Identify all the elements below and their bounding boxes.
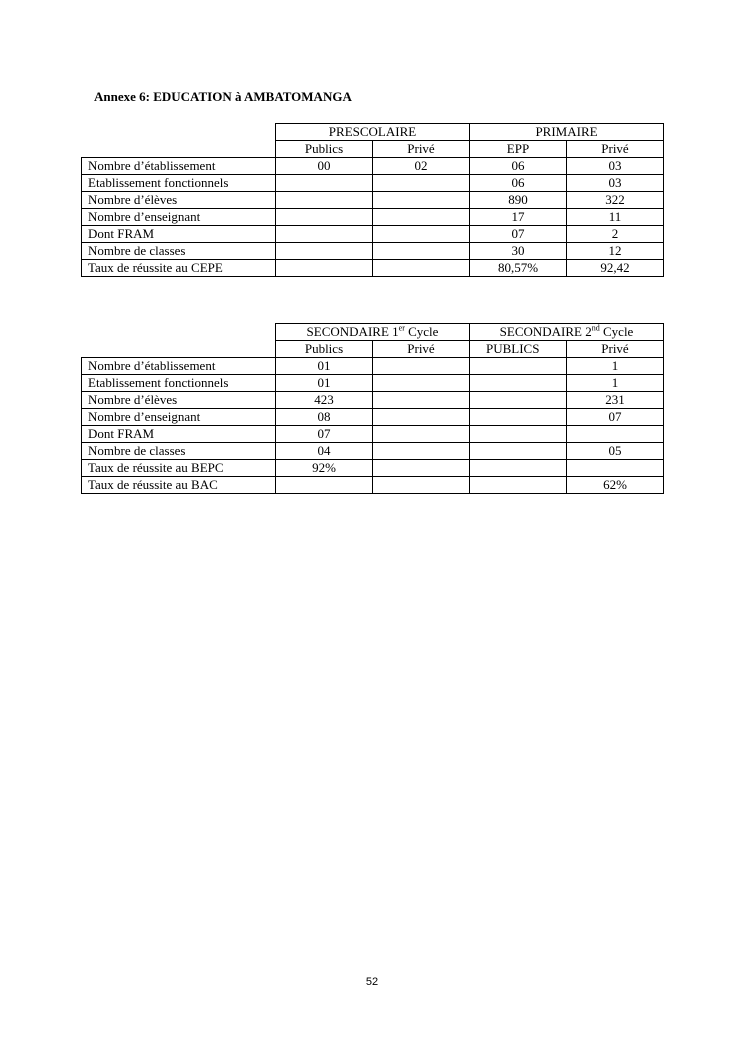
row-label: Taux de réussite au BAC	[82, 477, 276, 494]
table-cell: 04	[276, 443, 373, 460]
table-row	[82, 175, 664, 192]
group-header-secondaire-1er-cycle	[276, 324, 470, 341]
row-label: Nombre d’établissement	[82, 158, 276, 175]
table-cell	[373, 375, 470, 392]
row-label: Nombre d’enseignant	[82, 209, 276, 226]
table-cell: 08	[276, 409, 373, 426]
table-sub-header-row	[82, 141, 664, 158]
column-header: Publics	[276, 341, 373, 358]
table-cell	[470, 409, 567, 426]
table-cell: 07	[567, 409, 664, 426]
prescolaire-primaire-table	[81, 123, 664, 277]
table-cell	[373, 392, 470, 409]
table-cell: 01	[276, 358, 373, 375]
table-row	[82, 192, 664, 209]
row-label: Nombre d’enseignant	[82, 409, 276, 426]
table-cell	[373, 426, 470, 443]
table-cell	[373, 358, 470, 375]
table-cell	[470, 460, 567, 477]
row-label: Nombre d’élèves	[82, 192, 276, 209]
table-row	[82, 375, 664, 392]
table-row	[82, 426, 664, 443]
column-header: PUBLICS	[470, 341, 567, 358]
table-cell	[470, 375, 567, 392]
table-cell: 1	[567, 375, 664, 392]
row-label: Nombre d’élèves	[82, 392, 276, 409]
group-header-text: SECONDAIRE 1	[306, 324, 399, 339]
table-cell	[373, 192, 470, 209]
table-cell: 62%	[567, 477, 664, 494]
row-label: Dont FRAM	[82, 426, 276, 443]
table-cell	[373, 477, 470, 494]
table-cell	[567, 460, 664, 477]
table-row	[82, 392, 664, 409]
table-cell: 1	[567, 358, 664, 375]
table-cell	[470, 443, 567, 460]
table-cell: 03	[567, 175, 664, 192]
table-cell: 92%	[276, 460, 373, 477]
table-cell	[567, 426, 664, 443]
table-cell	[373, 209, 470, 226]
table-cell	[276, 209, 373, 226]
empty-header-cell	[82, 324, 276, 341]
table-cell: 03	[567, 158, 664, 175]
table-cell	[373, 443, 470, 460]
page-number: 52	[365, 976, 379, 988]
group-header-primaire: PRIMAIRE	[470, 124, 664, 141]
page-title: Annexe 6: EDUCATION à AMBATOMANGA	[94, 89, 352, 104]
table-cell	[470, 358, 567, 375]
table-group-header-row	[82, 124, 664, 141]
table-cell	[276, 226, 373, 243]
table-row	[82, 209, 664, 226]
table-cell: 92,42	[567, 260, 664, 277]
table-cell: 12	[567, 243, 664, 260]
table-row	[82, 443, 664, 460]
empty-header-cell	[82, 124, 276, 141]
row-label: Etablissement fonctionnels	[82, 175, 276, 192]
row-label: Nombre de classes	[82, 243, 276, 260]
table-cell: 06	[470, 158, 567, 175]
table-cell	[470, 477, 567, 494]
table-cell: 00	[276, 158, 373, 175]
column-header: Privé	[567, 141, 664, 158]
empty-header-cell	[82, 341, 276, 358]
table-cell: 423	[276, 392, 373, 409]
table-cell: 07	[276, 426, 373, 443]
table-cell	[373, 243, 470, 260]
table-group-header-row	[82, 324, 664, 341]
row-label: Dont FRAM	[82, 226, 276, 243]
table-cell	[470, 426, 567, 443]
row-label: Taux de réussite au CEPE	[82, 260, 276, 277]
table-cell: 231	[567, 392, 664, 409]
table-cell	[276, 175, 373, 192]
row-label: Nombre d’établissement	[82, 358, 276, 375]
table-cell	[373, 175, 470, 192]
group-header-text: SECONDAIRE 2	[499, 324, 592, 339]
table-row	[82, 358, 664, 375]
table-row	[82, 260, 664, 277]
table-cell	[276, 477, 373, 494]
row-label: Nombre de classes	[82, 443, 276, 460]
column-header: EPP	[470, 141, 567, 158]
table-cell: 01	[276, 375, 373, 392]
table-cell	[470, 392, 567, 409]
table-cell: 2	[567, 226, 664, 243]
table-cell	[276, 260, 373, 277]
table-cell	[373, 260, 470, 277]
group-header-prescolaire: PRESCOLAIRE	[276, 124, 470, 141]
column-header: Privé	[567, 341, 664, 358]
table-row	[82, 477, 664, 494]
table-row	[82, 226, 664, 243]
table-cell: 322	[567, 192, 664, 209]
column-header: Privé	[373, 341, 470, 358]
table-cell	[373, 460, 470, 477]
table-cell	[373, 226, 470, 243]
table-cell: 07	[470, 226, 567, 243]
column-header: Publics	[276, 141, 373, 158]
table-cell: 30	[470, 243, 567, 260]
table-cell	[373, 409, 470, 426]
empty-header-cell	[82, 141, 276, 158]
table-cell	[276, 243, 373, 260]
row-label: Taux de réussite au BEPC	[82, 460, 276, 477]
table-cell	[276, 192, 373, 209]
table-cell: 17	[470, 209, 567, 226]
table-row	[82, 243, 664, 260]
table-sub-header-row	[82, 341, 664, 358]
table-row	[82, 409, 664, 426]
table-cell: 80,57%	[470, 260, 567, 277]
table-cell: 890	[470, 192, 567, 209]
table-cell: 06	[470, 175, 567, 192]
row-label: Etablissement fonctionnels	[82, 375, 276, 392]
secondaire-table	[81, 323, 664, 494]
group-header-secondaire-2nd-cycle	[470, 324, 664, 341]
ordinal-suffix: er	[398, 323, 405, 333]
group-header-text: Cycle	[404, 324, 439, 339]
table-row	[82, 158, 664, 175]
ordinal-suffix: nd	[591, 323, 600, 333]
table-cell: 11	[567, 209, 664, 226]
table-cell: 05	[567, 443, 664, 460]
column-header: Privé	[373, 141, 470, 158]
table-cell: 02	[373, 158, 470, 175]
group-header-text: Cycle	[599, 324, 634, 339]
table-row	[82, 460, 664, 477]
